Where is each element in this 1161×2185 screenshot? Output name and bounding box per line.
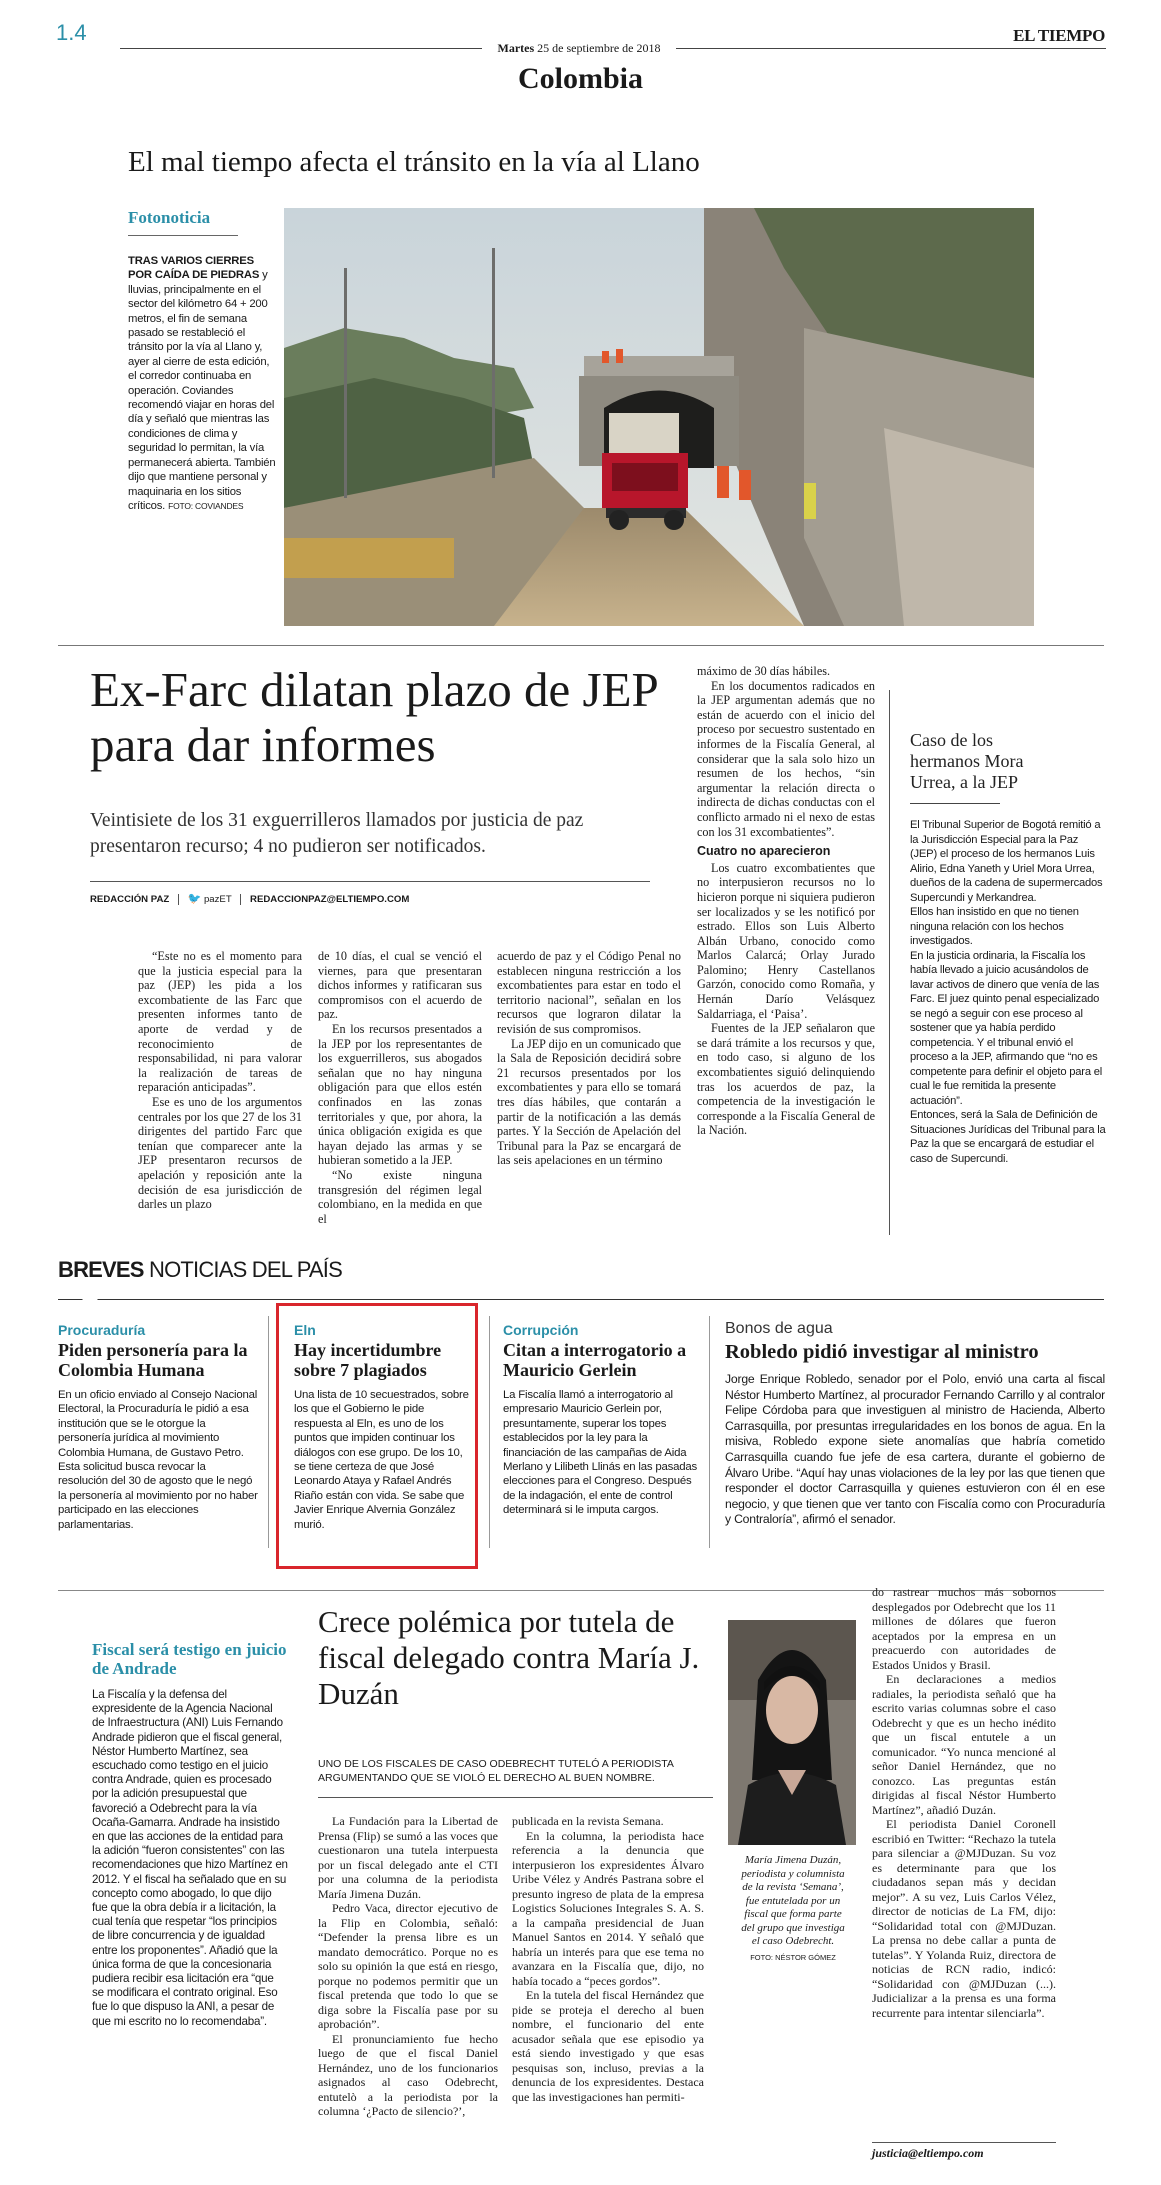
duzan-headline: Crece polémica por tutela de fiscal delegado contra María J. Duzán [318, 1604, 700, 1711]
duzan-photo-credit: FOTO: NÉSTOR GÓMEZ [750, 1952, 836, 1962]
main-col-1-p2: Ese es uno de los argumentos centrales por los que 27 de los 31 dirigentes del partido Farc que tenían que comparecer ante la JEP presentaron recursos de apelación y reposición ante la decisión de esa jurisdicción de darles un plazo [138, 1094, 302, 1212]
duzan-deck: UNO DE LOS FISCALES DE CASO ODEBRECHT TUTELÓ A PERIODISTA ARGUMENTANDO QUE SE VIOLÓ EL DERECHO AL BUEN NOMBRE. [318, 1758, 674, 1784]
breves-rule-notch [82, 1299, 98, 1307]
brief-procuraduria-title: Piden personería para la Colombia Humana [58, 1340, 248, 1380]
duzan-col-2-p2: En la columna, la periodista hace referencia a la denuncia que interpusieron los expresidentes Álvaro Uribe Vélez y Andrés Pastrana sobre el presunto ingreso de plata de la empresa Logistics Soluciones Integrales S. A. S. a la campaña presidencial de Juan Manuel Santos en 2014. Y señaló que habría un interés para que ese tema no avanzara en la Fiscalía que, dijo, no había tocado a “peces gordos”. [512, 1828, 704, 1988]
main-col-4 [697, 664, 875, 1138]
sidebar-mora-p4: Entonces, será la Sala de Definición de Situaciones Jurídicas del Tribunal para la Paz la que se encargará de estudiar el caso de Supercundi. [910, 1109, 1106, 1165]
byline-email[interactable]: REDACCIONPAZ@ELTIEMPO.COM [250, 894, 410, 905]
landslide-tunnel-photo [284, 208, 1034, 626]
section-title: Colombia [517, 62, 643, 95]
brief-bonos-body: Jorge Enrique Robledo, senador por el Polo, envió una carta al fiscal Néstor Humberto Martínez, al procurador Fernando Carrillo y al contralor Felipe Córdoba para que investiguen al ministro de Hacienda, Alberto Carrasquilla, por presuntas irregularidades en los bonos de agua. En la misiva, Robledo expone siete anomalías que habría cometido Carrasquilla cuando fue jefe de esa cartera, durante el gobierno de Álvaro Uribe. “Aquí hay unas violaciones de la ley por las que tienen que responder el doctor Carrasquilla y quienes estuvieron con él en ese negocio, y que tienen que ver tanto con Fiscalía como con Procuraduría y Contraloría”, afirmó el senador. [725, 1372, 1105, 1527]
newspaper-logo: EL TIEMPO [1013, 26, 1105, 45]
divider-photo-story [58, 645, 1104, 646]
duzan-photo-caption [740, 1854, 846, 1964]
duzan-col-3-p3: El periodista Daniel Coronell escribió en Twitter: “Rechazo la tutela para silenciar a @MJDuzan. Su voz es determinante para que los ciudadanos sepan más y decidan mejor”. A su vez, Luis Carlos Vélez, director de noticias de La FM, dijo: “Solidaridad total con @MJDuzan. La prensa no debe callar a punta de tutelas”. Y Yolanda Ruiz, directora de noticias de RCN radio, indicó: “Solidaridad con @MJDuzan (...). Judicializar a la prensa es una forma recurrente para intentar silenciarla”. [872, 1817, 1056, 2020]
photo-illustration [284, 208, 1034, 626]
duzan-col-3-p2: En declaraciones a medios radiales, la periodista señaló que ha escrito varias columnas sobre el caso Odebrecht y que es un hecho inédito que un fiscal entutele a un comunicador. “Yo nunca mencioné al señor Daniel Hernández, que no conozco. Las preguntas están dirigidas al fiscal Néstor Humberto Martínez”, añadió Duzán. [872, 1672, 1056, 1817]
duzan-col-1 [318, 1814, 498, 2119]
twitter-icon: 🐦 [187, 893, 202, 905]
fotonoticia-kicker-underline [128, 235, 238, 236]
sidebar-mora-title: Caso de los hermanos Mora Urrea, a la JEP [910, 730, 1024, 792]
brief-corrupcion-kicker: Corrupción [503, 1322, 579, 1338]
main-col-3-p2: La JEP dijo en un comunicado que la Sala de Reposición decidirá sobre 21 recursos presentados por los excombatientes y para ello se tomará tres días hábiles, que contarán a partir de la notificación a las demás partes. Y la Sección de Apelación del Tribunal para la Paz se encargará de las seis apelaciones en un término [497, 1036, 681, 1168]
duzan-col-2-p1: publicada en la revista Semana. [512, 1814, 664, 1828]
main-col-3 [497, 949, 681, 1168]
issue-date-rest: 25 de septiembre de 2018 [537, 41, 661, 55]
byline-desk: REDACCIÓN PAZ [90, 894, 170, 905]
sidebar-mora-rule [910, 803, 1000, 804]
main-col-4-p1: máximo de 30 días hábiles. [697, 664, 831, 678]
main-col-2-p3: “No existe ninguna transgresión del régimen legal colombiano, en la medida en que el [318, 1167, 482, 1226]
sidebar-mora-p1: El Tribunal Superior de Bogotá remitió a la Jurisdicción Especial para la Paz (JEP) el proceso de los hermanos Luis Alirio, Edna Yaneth y Uriel Mora Urrea, dueños de la cadena de supermercados Supercundi y Merkandrea. [910, 819, 1103, 904]
main-col-4-p2: En los documentos radicados en la JEP argumentan además que no están de acuerdo con el inicio del proceso por secuestro sustentado en informes de la Fiscalía General, al considerar que la sala solo hizo un resumen de los hechos, “sin argumentar la relación directa o indirecta de dichas conductas con el conflicto armado ni el nexo de estas con los 31 excombatientes”. [697, 678, 875, 839]
brief-corrupcion-body: La Fiscalía llamó a interrogatorio al empresario Mauricio Gerlein por, presuntamente, superar los topes establecidos por la ley para la financiación de las campañas de Aida Merlano y Lilibeth Llinás en las pasadas elecciones para el Congreso. Después de la indagación, el ente de control determinará si le imputa cargos. [503, 1389, 697, 1517]
brief-procuraduria [58, 1322, 258, 1532]
fotonoticia-credit: FOTO: COVIANDES [168, 500, 244, 511]
sidebar-mora-vline [889, 690, 890, 1235]
header-rule-right [676, 48, 1106, 49]
brief-procuraduria-kicker: Procuraduría [58, 1322, 146, 1338]
main-col-4-p3: Los cuatro excombatientes que no interpusieron recursos no lo hicieron porque ni siquiera pudieron ser localizados y se les notificó por estrado. Ellos son Luis Alberto Albán Urbano, conocido como Marlos Calarcá; Orlay Jurado Palomino; Henry Castellanos Garzón, conocido como Romaña, y Hernán Darío Velásquez Saldarriaga, el ‘Paisa’. [697, 860, 875, 1021]
duzan-col-1-p1: La Fundación para la Libertad de Prensa (Flip) se sumó a las voces que cuestionaron una tutela interpuesta por un fiscal delegado ante el CTI por una columna de la periodista María Jimena Duzán. [318, 1814, 498, 1901]
main-col-4-p4: Fuentes de la JEP señalaron que se dará trámite a los recursos y que, en todo caso, si alguno de los excombatientes siguió delinquiendo tras los acuerdos de paz, la competencia de la investigación le corresponde a la Fiscalía General de la Nación. [697, 1021, 875, 1138]
brief-eln-kicker: Eln [294, 1322, 316, 1338]
breves-label [58, 1257, 342, 1283]
brief-eln-title: Hay incertidumbre sobre 7 plagiados [294, 1340, 442, 1380]
sidebar-mora [910, 730, 1106, 1166]
duzan-email[interactable]: justicia@eltiempo.com [872, 2146, 984, 2160]
brief-eln [294, 1322, 474, 1532]
fotonoticia-kicker: Fotonoticia [128, 208, 211, 227]
brief-procuraduria-body: En un oficio enviado al Consejo Nacional Electoral, la Procuraduría le pidió a esa institución que se le otorgue la personería jurídica al movimiento Colombia Humana, de Gustavo Petro. Esta solicitud busca revocar la resolución del 30 de agosto que le negó la personería al movimiento por no haber participado en las elecciones parlamentarias. [58, 1389, 258, 1531]
duzan-col-2 [512, 1814, 704, 2104]
main-col-3-p1: acuerdo de paz y el Código Penal no establecen ninguna restricción a los excombatientes para estar en todo el territorio nacional”, señalan en los recursos que lograron dilatar la revisión de sus compromisos. [497, 949, 681, 1036]
byline-twitter[interactable]: pazET [203, 894, 232, 905]
breves-rule [58, 1299, 1104, 1300]
brief-bonos [725, 1320, 1105, 1528]
fiscal-sidebar-body: La Fiscalía y la defensa del expresidente de la Agencia Nacional de Infraestructura (ANI) Luis Fernando Andrade pidieron que el fiscal general, Néstor Humberto Martínez, sea escuchado como testigo en el juicio contra Andrade, quien es procesado por la adición presupuestal que favoreció a Odebrecht para la vía Ocaña-Gamarra. Andrade ha insistido en que las acciones de la entidad para la adición “fueron consistentes” con las recomendaciones que hizo Martínez en 2012. Y el fiscal ha señalado que en su concepto como abogado, lo que dijo fue que la obra debía ir a licitación, la cual tenía que respetar “los principios de libre concurrencia y de igualdad entre los proponentes”. Añadió que la única forma de que la concesionaria pudiera recibir esa licitación era “que se modificara el contrato original. Eso fue lo que dispuso la ANI, a pesar de que mi escrito no lo recomendaba”. [92, 1688, 288, 2028]
main-headline: Ex-Farc dilatan plazo de JEP para dar informes [90, 662, 657, 772]
issue-date-day: Martes [497, 41, 535, 55]
main-col-2-p2: En los recursos presentados a la JEP por los representantes de los exguerrilleros, sus abogados señalan que no hay ninguna obligación para que ellos estén confinados en las zonas territoriales y que, por ahora, la única obligación exigida es que hayan dejado las armas y se hubieran sometido a la JEP. [318, 1021, 482, 1168]
fotonoticia-lead-caps: TRAS VARIOS CIERRES POR CAÍDA DE PIEDRAS [128, 255, 260, 282]
fiscal-sidebar [92, 1640, 288, 2029]
brief-corrupcion-title: Citan a interrogatorio a Mauricio Gerlein [503, 1340, 687, 1380]
header-rule-left [120, 48, 482, 49]
sidebar-mora-p3: En la justicia ordinaria, la Fiscalía los había llevado a juicio acusándolos de lavar activos de dinero que venía de las Farc. El juez quinto penal especializado se negó a seguir con ese proceso al sostener que ya había perdido competencia. Y el tribunal envió el proceso a la JEP, afirmando que “no es competente para definir el objeto para el cual le fue remitida la presente actuación”. [910, 949, 1103, 1107]
breves-label-bold: BREVES [58, 1257, 144, 1282]
photo-story-title: El mal tiempo afecta el tránsito en la vía al Llano [128, 146, 700, 178]
issue-date [482, 41, 676, 56]
fiscal-sidebar-title: Fiscal será testigo en juicio de Andrade [92, 1640, 287, 1678]
main-col-1-p1: “Este no es el momento para que la justicia especial para la paz (JEP) les pida a los excombatiente de las Farc que presenten informes tanto de aporte de verdad y de reconocimiento de responsabilidad, ni para valorar la realización de tareas de reparación anticipadas”. [138, 949, 302, 1095]
brief-eln-body: Una lista de 10 secuestrados, sobre los que el Gobierno le pide respuesta al Eln, es uno de los puntos que impiden continuar los diálogos con ese grupo. De los 10, se tiene certeza de que José Leonardo Ataya y Rafael Andrés Riaño están con vida. Se sabe que Javier Enrique Alvernia González murió. [294, 1389, 469, 1531]
main-col-2 [318, 949, 482, 1226]
breves-vline-2 [489, 1316, 490, 1548]
duzan-portrait-photo [728, 1620, 856, 1845]
photo-story-caption [128, 208, 278, 513]
duzan-col-3 [872, 1585, 1056, 2020]
main-col-4-subhead: Cuatro no aparecieron [697, 844, 831, 859]
fotonoticia-text [128, 254, 278, 513]
portrait-illustration [728, 1620, 856, 1845]
main-col-1 [138, 949, 302, 1212]
breves-vline-1 [268, 1316, 269, 1548]
main-col-2-p1: de 10 días, el cual se venció el viernes, para que presentaran dichos informes y ratificaran sus compromisos con el acuerdo de paz. [318, 949, 482, 1022]
duzan-deck-rule [318, 1797, 713, 1798]
duzan-col-1-p2: Pedro Vaca, director ejecutivo de la Flip en Colombia, señaló: “Defender la prensa libre es un mandato democrático. Porque no es solo su opinión la que está en riesgo, porque no podemos permitir que un fiscal pretenda que todo lo que se diga sobre la Fiscalía pase por su aprobación”. [318, 1901, 498, 2031]
duzan-col-3-p1: do rastrear muchos más sobornos desplegados por Odebrecht que los 11 millones de dólares que fueron aceptados por la empresa en un preacuerdo con autoridades de Estados Unidos y Brasil. [872, 1585, 1056, 1672]
main-subhead: Veintisiete de los 31 exguerrilleros llamados por justicia de paz presentaron recurso; 4 no pudieron ser notificados. [90, 810, 584, 857]
breves-vline-3 [709, 1316, 710, 1548]
sidebar-mora-body [910, 818, 1106, 1166]
duzan-col-1-p3: El pronunciamiento fue hecho luego de que el fiscal Daniel Hernández, uno de los funcionarios asignados al caso Odebrecht, entutelò a la periodista por la columna ‘¿Pacto de silencio?’, [318, 2031, 498, 2118]
breves-label-light: NOTICIAS DEL PAÍS [148, 1257, 342, 1282]
byline-rule-top [90, 881, 650, 882]
page-number: 1.4 [56, 20, 87, 45]
brief-bonos-kicker: Bonos de agua [725, 1320, 833, 1337]
duzan-col-2-p3: En la tutela del fiscal Hernández que pide se proteja el derecho al buen nombre, el funcionario del ente acusador señala que ese episodio ya está siendo investigado y que esas pesquisas son, incluso, previas a la denuncia de los expresidentes. Destaca que las investigaciones han permiti- [512, 1988, 704, 2104]
brief-corrupcion [503, 1322, 699, 1518]
byline [90, 892, 409, 905]
duzan-photo-caption-text: María Jimena Duzán, periodista y columnista de la revista ‘Semana’, fue entutelada por un fiscal que forma parte del grupo que investiga el caso Odebrecht. [741, 1854, 845, 1947]
fotonoticia-body: y lluvias, principalmente en el sector del kilómetro 64 + 200 metros, el fin de semana pasado se restableció el tránsito por la vía al Llano y, ayer al cierre de esta edición, el corredor continuaba en operación. Coviandes recomendó viajar en horas del día y señaló que mientras las condiciones de clima y seguridad lo permitan, la vía permanecerá abierta. También dijo que mantiene personal y maquinaria en los sitios críticos. [128, 269, 276, 512]
duzan-email-rule [872, 2142, 1056, 2143]
brief-bonos-title: Robledo pidió investigar al ministro [725, 1341, 1039, 1363]
sidebar-mora-p2: Ellos han insistido en que no tienen ninguna relación con los hechos investigados. [910, 906, 1079, 947]
